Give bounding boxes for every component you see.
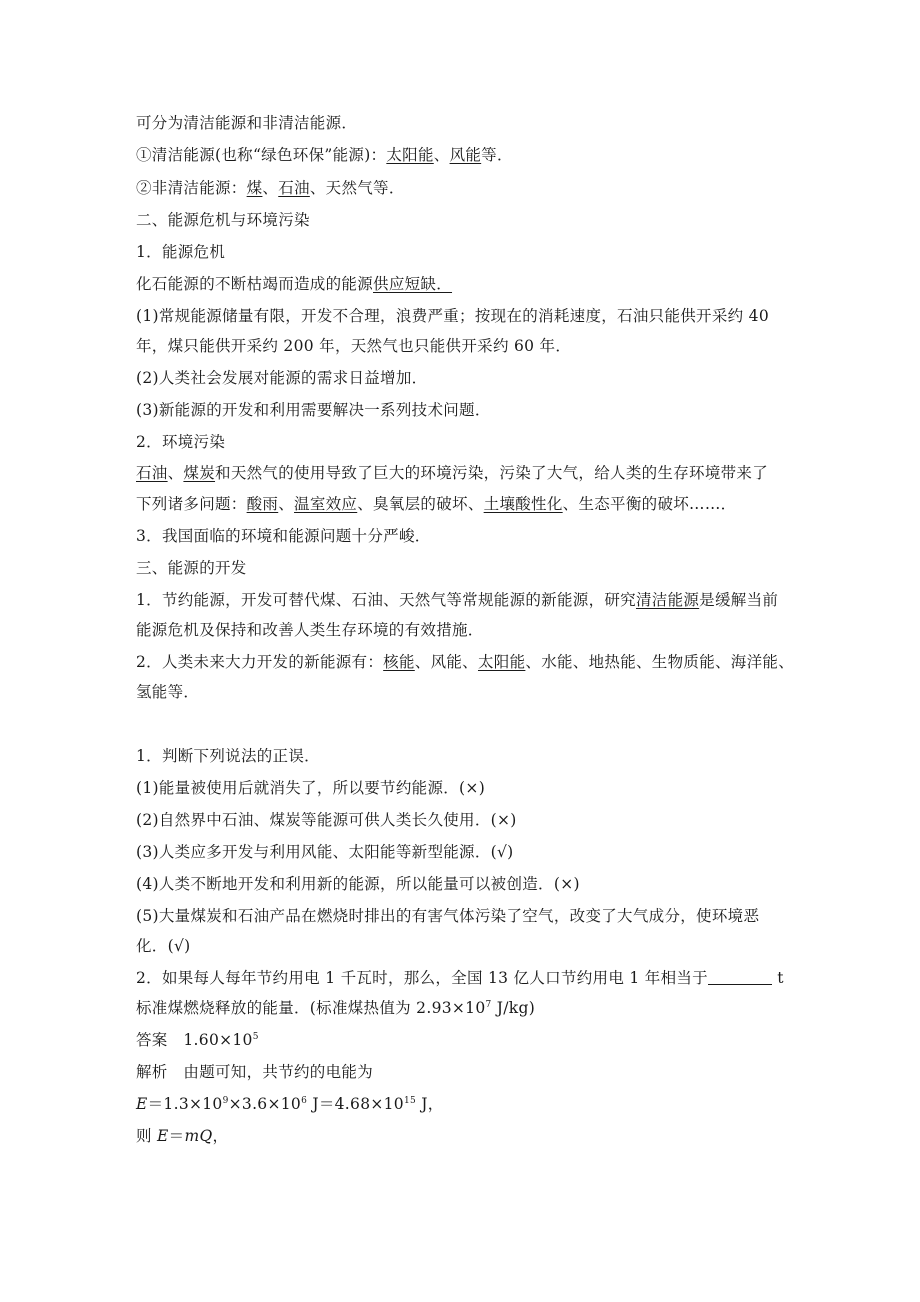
text-run: 、 (167, 464, 184, 482)
text-run: 标准煤燃烧释放的能量．(标准煤热值为 2.93×10 (136, 999, 486, 1017)
text-line (136, 274, 790, 294)
underlined-term: 石油 (278, 179, 310, 197)
text-line: 3．我国面临的环境和能源问题十分严峻． (136, 527, 431, 545)
text-run: 、风能、 (414, 653, 478, 671)
text-line: 年，煤只能供开采约 200 年，天然气也只能供开采约 60 年． (136, 337, 572, 355)
text-run: 和天然气的使用导致了巨大的环境污染，污染了大气，给人类的生存环境带来了 (215, 464, 769, 482)
text-run: 2．如果每人每年节约用电 1 千瓦时，那么，全国 13 亿人口节约用电 1 年相当于 (136, 969, 708, 987)
text-line (136, 998, 790, 1018)
text-run: 、臭氧层的破坏、 (357, 495, 484, 513)
answer-line (136, 1030, 790, 1050)
exercise-heading: 1．判断下列说法的正误． (136, 747, 320, 765)
exponent: 7 (485, 1000, 492, 1010)
underlined-term: 核能 (383, 653, 415, 671)
underlined-term: 煤 (246, 179, 263, 197)
text-run: ＝1.3×10 (147, 1095, 223, 1113)
text-run: ①清洁能源(也称“绿色环保”能源)： (136, 146, 387, 164)
variable: mQ (184, 1127, 213, 1145)
text-run: 则 (136, 1127, 158, 1145)
section-heading: 三、能源的开发 (136, 559, 247, 577)
underlined-term: 太阳能 (477, 653, 526, 671)
formula-line (136, 1094, 790, 1114)
unit-label: t (777, 969, 784, 987)
text-run: 、水能、地热能、生物质能、海洋能、 (525, 653, 794, 671)
text-run: 1．节约能源，开发可替代煤、石油、天然气等常规能源的新能源，研究 (136, 591, 636, 609)
text-line (136, 145, 790, 165)
answer-blank (708, 970, 772, 985)
variable: E (136, 1095, 148, 1113)
subsection-heading: 2．环境污染 (136, 433, 226, 451)
underlined-term: 酸雨 (246, 495, 279, 513)
text-run: 等． (481, 146, 513, 164)
text-line: 可分为清洁能源和非清洁能源． (136, 114, 358, 132)
underlined-term: 风能 (449, 146, 482, 164)
text-line (136, 494, 790, 514)
text-run: 、 (278, 495, 295, 513)
exponent: 6 (301, 1096, 308, 1106)
underlined-term: 供应短缺． (373, 275, 453, 293)
exponent: 15 (403, 1096, 417, 1106)
underlined-term: 土壤酸性化 (483, 495, 563, 513)
text-run: 答案 1.60×10 (136, 1031, 253, 1049)
underlined-term: 温室效应 (294, 495, 358, 513)
underlined-term: 煤炭 (183, 464, 216, 482)
text-run: 、生态平衡的破坏……． (562, 495, 737, 513)
exponent: 5 (252, 1032, 259, 1042)
exercise-item: (5)大量煤炭和石油产品在燃烧时排出的有害气体污染了空气，改变了大气成分，使环境恶 (136, 907, 760, 925)
text-line (136, 652, 794, 672)
text-run: 是缓解当前 (699, 591, 779, 609)
text-run: J/kg) (491, 999, 536, 1017)
text-line: 能源危机及保持和改善人类生存环境的有效措施． (136, 621, 484, 639)
exercise-item: 化．(√) (136, 937, 191, 955)
text-line: (3)新能源的开发和利用需要解决一系列技术问题． (136, 401, 491, 419)
text-line: (2)人类社会发展对能源的需求日益增加． (136, 369, 428, 387)
underlined-term: 清洁能源 (635, 591, 700, 609)
exercise-item: (4)人类不断地开发和利用新的能源，所以能量可以被创造．(×) (136, 875, 580, 893)
exercise-question (136, 968, 790, 988)
underlined-term: 石油 (136, 464, 168, 482)
formula-line (136, 1126, 790, 1146)
text-run: 、天然气等． (309, 179, 405, 197)
exercise-item: (1)能量被使用后就消失了，所以要节约能源．(×) (136, 779, 486, 797)
text-line: (1)常规能源储量有限，开发不合理，浪费严重；按现在的消耗速度，石油只能供开采约 40 (136, 307, 770, 325)
text-line (136, 178, 790, 198)
text-run: 下列诸多问题： (136, 495, 247, 513)
subsection-heading: 1．能源危机 (136, 243, 226, 261)
text-run: 、 (433, 146, 450, 164)
text-run: 、 (262, 179, 279, 197)
exercise-item: (3)人类应多开发与利用风能、太阳能等新型能源．(√) (136, 843, 514, 861)
text-run: ＝ (168, 1127, 185, 1145)
text-run: 2．人类未来大力开发的新能源有： (136, 653, 384, 671)
section-heading: 二、能源危机与环境污染 (136, 211, 310, 229)
analysis-line: 解析 由题可知，共节约的电能为 (136, 1063, 374, 1081)
text-run: ， (212, 1127, 229, 1145)
text-line (136, 463, 790, 483)
text-line (136, 590, 790, 610)
text-run: 化石能源的不断枯竭而造成的能源 (136, 275, 374, 293)
text-run: ×3.6×10 (228, 1095, 302, 1113)
text-run: J， (416, 1095, 444, 1113)
underlined-term: 太阳能 (386, 146, 434, 164)
variable: E (157, 1127, 169, 1145)
text-run: ②非清洁能源： (136, 179, 247, 197)
text-run: J＝4.68×10 (307, 1095, 404, 1113)
exponent: 9 (222, 1096, 229, 1106)
exercise-item: (2)自然界中石油、煤炭等能源可供人类长久使用．(×) (136, 811, 517, 829)
text-line: 氢能等． (136, 683, 200, 701)
